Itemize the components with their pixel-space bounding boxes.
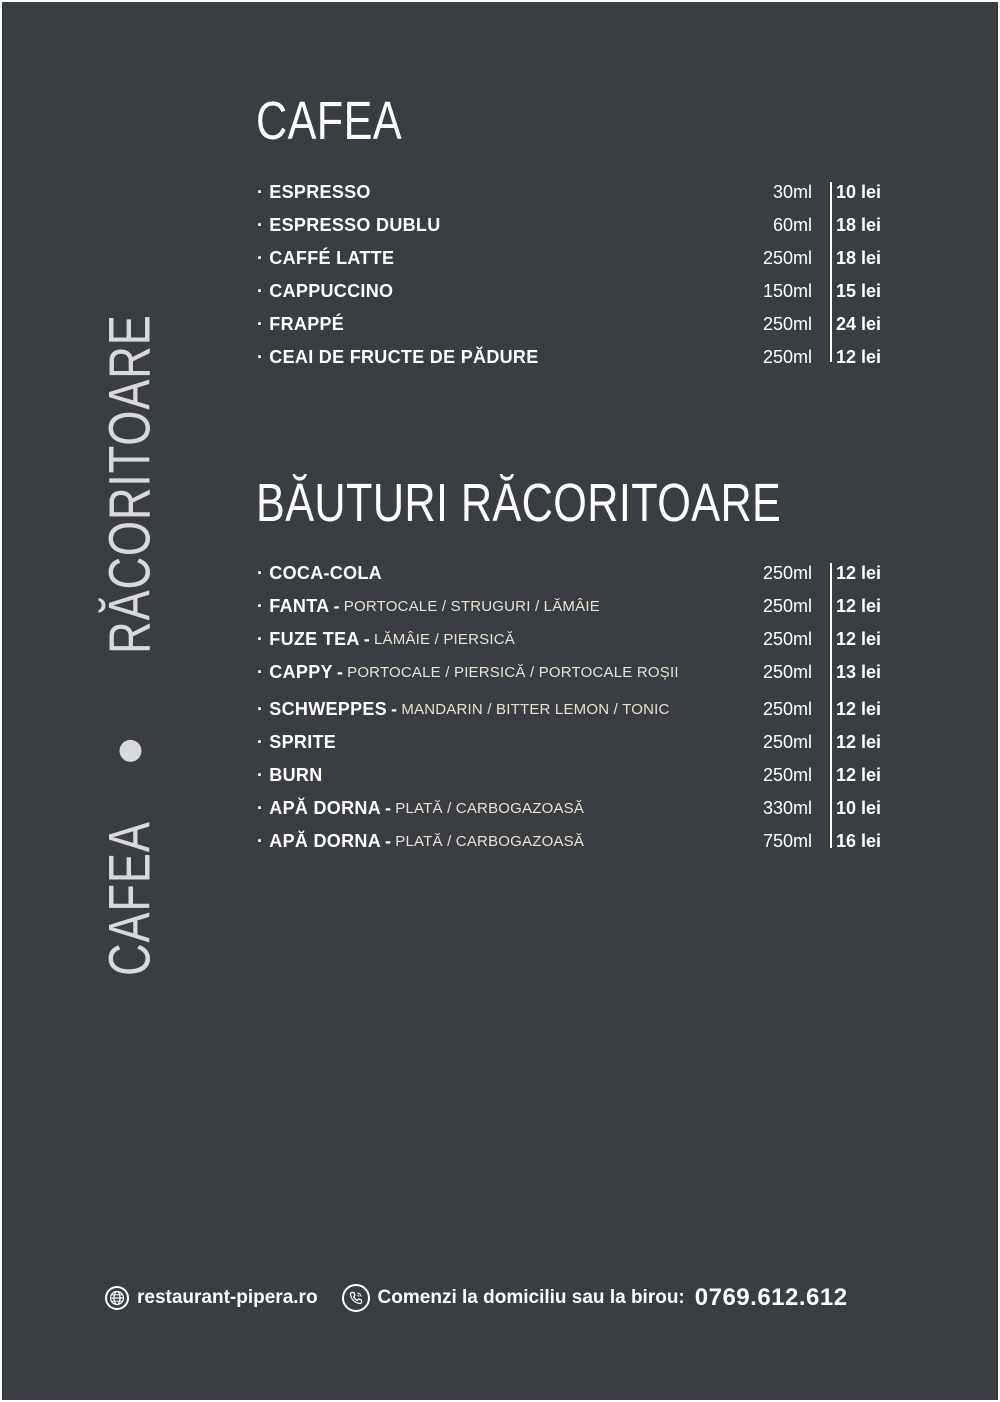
item-quantity: 250ml: [762, 563, 812, 583]
menu-list-cafea: [257, 176, 902, 374]
menu-page: [2, 2, 998, 1400]
side-label-dot: [119, 739, 141, 761]
item-price: 18 lei: [836, 215, 882, 235]
bullet: ·: [257, 765, 264, 785]
item-price: 18 lei: [836, 248, 882, 268]
item-price: 12 lei: [836, 765, 882, 785]
menu-item: [257, 242, 902, 275]
menu-item: [257, 623, 902, 656]
bullet: ·: [257, 182, 264, 202]
menu-item: [257, 693, 902, 726]
menu-item: [257, 759, 902, 792]
bullet: ·: [257, 347, 264, 367]
menu-item: [257, 590, 902, 623]
side-label-racoritoare: RĂCORITOARE: [97, 314, 163, 654]
bullet: ·: [257, 596, 264, 616]
item-variants: LĂMÂIE / PIERSICĂ: [374, 631, 515, 648]
menu-item: [257, 275, 902, 308]
item-name: FRAPPÉ: [269, 314, 345, 334]
bullet: ·: [257, 314, 264, 334]
phone-icon: [342, 1284, 370, 1312]
item-price: 12 lei: [836, 732, 882, 752]
menu-item: [257, 209, 902, 242]
item-variants: PORTOCALE / PIERSICĂ / PORTOCALE ROȘII: [347, 664, 679, 681]
bullet: ·: [257, 732, 264, 752]
item-quantity: 250ml: [762, 248, 812, 268]
menu-list-racoritoare: [257, 557, 902, 858]
item-separator: -: [385, 798, 392, 818]
item-name: ESPRESSO: [269, 182, 371, 202]
item-name: SCHWEPPES: [269, 699, 388, 719]
item-name: CAPPY: [269, 662, 333, 682]
item-price: 13 lei: [836, 662, 882, 682]
side-label: [97, 266, 164, 998]
item-quantity: 60ml: [772, 215, 812, 235]
item-name: ESPRESSO DUBLU: [269, 215, 441, 235]
globe-icon: [105, 1286, 129, 1310]
item-quantity: 30ml: [772, 182, 812, 202]
item-separator: -: [391, 699, 398, 719]
item-name: CAPPUCCINO: [269, 281, 394, 301]
bullet: ·: [257, 248, 264, 268]
item-price: 24 lei: [836, 314, 882, 334]
bullet: ·: [257, 215, 264, 235]
menu-item: [257, 308, 902, 341]
item-name: FUZE TEA: [269, 629, 360, 649]
item-price: 10 lei: [836, 182, 882, 202]
bullet: ·: [257, 831, 264, 851]
item-name: APĂ DORNA: [269, 831, 381, 851]
menu-item: [257, 726, 902, 759]
item-name: BURN: [269, 765, 323, 785]
item-variants: PLATĂ / CARBOGAZOASĂ: [395, 833, 585, 850]
menu-item: [257, 176, 902, 209]
item-name: CEAI DE FRUCTE DE PĂDURE: [269, 347, 539, 367]
item-quantity: 150ml: [762, 281, 812, 301]
item-quantity: 250ml: [762, 596, 812, 616]
bullet: ·: [257, 699, 264, 719]
bullet: ·: [257, 563, 264, 583]
item-name: FANTA: [269, 596, 330, 616]
item-quantity: 250ml: [762, 662, 812, 682]
menu-item: [257, 341, 902, 374]
item-variants: PLATĂ / CARBOGAZOASĂ: [395, 800, 585, 817]
item-price: 12 lei: [836, 699, 882, 719]
item-price: 12 lei: [836, 629, 882, 649]
item-price: 12 lei: [836, 563, 882, 583]
menu-item: [257, 825, 902, 858]
item-quantity: 250ml: [762, 629, 812, 649]
item-name: APĂ DORNA: [269, 798, 381, 818]
item-quantity: 250ml: [762, 347, 812, 367]
footer: [105, 1280, 905, 1316]
website-link[interactable]: restaurant-pipera.ro: [137, 1287, 318, 1308]
item-name: CAFFÉ LATTE: [269, 248, 395, 268]
bullet: ·: [257, 281, 264, 301]
item-separator: -: [385, 831, 392, 851]
item-name: COCA-COLA: [269, 563, 382, 583]
item-quantity: 250ml: [762, 699, 812, 719]
item-name: SPRITE: [269, 732, 337, 752]
bullet: ·: [257, 798, 264, 818]
item-variants: PORTOCALE / STRUGURI / LĂMÂIE: [343, 598, 600, 615]
globe-icon-glyph: [109, 1290, 125, 1306]
bullet: ·: [257, 629, 264, 649]
order-text: Comenzi la domiciliu sau la birou:: [377, 1287, 685, 1308]
item-quantity: 750ml: [762, 831, 812, 851]
item-variants: MANDARIN / BITTER LEMON / TONIC: [401, 701, 670, 718]
item-price: 12 lei: [836, 596, 882, 616]
item-separator: -: [363, 629, 370, 649]
item-separator: -: [336, 662, 344, 682]
item-price: 10 lei: [836, 798, 882, 818]
item-separator: -: [333, 596, 340, 616]
item-quantity: 330ml: [762, 798, 812, 818]
item-quantity: 250ml: [762, 314, 812, 334]
item-quantity: 250ml: [762, 732, 812, 752]
section-title-cafea: CAFEA: [256, 91, 403, 151]
item-price: 15 lei: [836, 281, 882, 301]
side-label-cafea: CAFEA: [97, 821, 163, 977]
menu-item: [257, 792, 902, 825]
menu-item: [257, 656, 902, 689]
item-price: 12 lei: [836, 347, 882, 367]
item-quantity: 250ml: [762, 765, 812, 785]
phone-icon-glyph: [348, 1290, 364, 1306]
phone-number[interactable]: 0769.612.612: [694, 1284, 848, 1311]
item-price: 16 lei: [836, 831, 882, 851]
bullet: ·: [257, 662, 264, 682]
menu-item: [257, 557, 902, 590]
section-title-bauturi-racoritoare: BĂUTURI RĂCORITOARE: [256, 473, 782, 533]
